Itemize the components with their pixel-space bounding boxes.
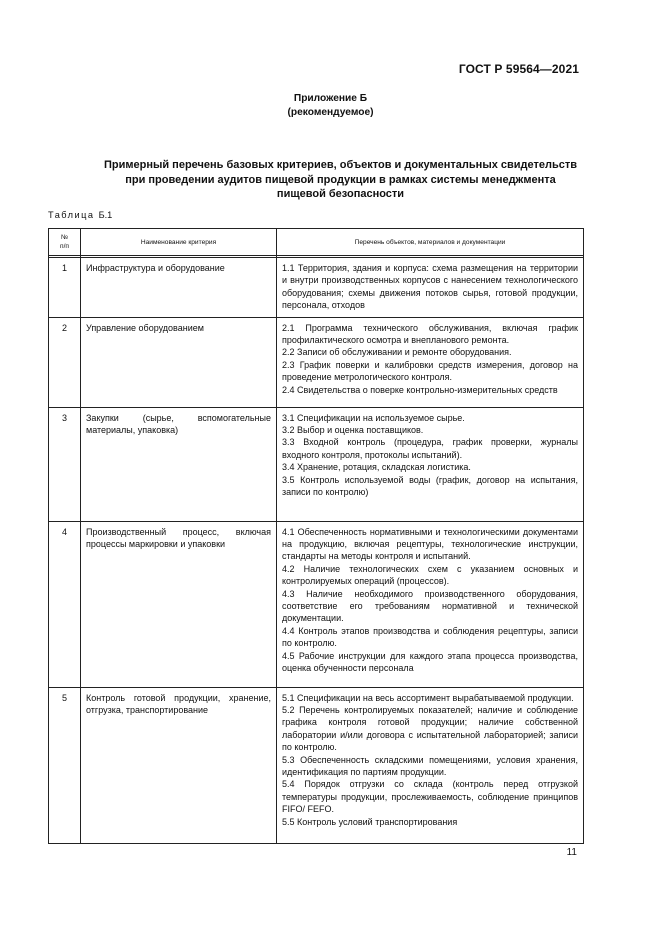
- document-item: 2.4 Свидетельства о поверке контрольно-измерительных средств: [282, 384, 558, 395]
- table-row: [49, 407, 584, 521]
- row-documents: [277, 521, 584, 687]
- annex-title: Приложение Б: [293, 93, 368, 104]
- column-header-number-line1: №: [60, 234, 69, 241]
- document-item: 3.5 Контроль используемой воды (график, договор на испытания, записи по контролю): [282, 474, 578, 498]
- row-documents: [277, 258, 584, 318]
- document-title-line: Примерный перечень базовых критериев, объектов и документальных свидетельств: [103, 159, 578, 171]
- column-header-number: [49, 229, 81, 256]
- column-header-documents: Перечень объектов, материалов и документации: [277, 229, 584, 256]
- document-item: 5.2 Перечень контролируемых показателей; наличие и соблюдение графика контроля готовой продукции; наличие собственной лаборатории и/или договора с испытательной лабораторией; записи по контролю.: [282, 705, 578, 753]
- row-number: 1: [49, 258, 81, 318]
- document-item: 3.1 Спецификации на используемое сырье.: [282, 412, 465, 423]
- document-item: 2.1 Программа технического обслуживания, включая график профилактического осмотра и внепланового ремонта.: [282, 322, 578, 346]
- document-item: 5.5 Контроль условий транспортирования: [282, 816, 458, 827]
- annex-heading: [0, 92, 661, 120]
- table-header-row: [49, 229, 584, 256]
- table-caption: [48, 210, 112, 220]
- table-caption-label: Таблица: [48, 210, 95, 220]
- table-row: [49, 687, 584, 843]
- document-item: 1.1 Территория, здания и корпуса: схема размещения на территории и внутри производственных корпусов с нанесением технологического оборудования; схемы движения потоков сырья, готовой продукции, персонала, отходов: [282, 263, 578, 311]
- row-criterion: Контроль готовой продукции, хранение, отгрузка, транспортирование: [81, 687, 277, 843]
- page-number: 11: [566, 847, 577, 858]
- document-item: 4.3 Наличие необходимого производственного оборудования, соответствие его требованиям нормативной и технической документации.: [282, 588, 578, 624]
- row-criterion: Инфраструктура и оборудование: [81, 258, 277, 318]
- document-item: 2.2 Записи об обслуживании и ремонте оборудования.: [282, 347, 512, 358]
- document-title-line: пищевой безопасности: [276, 188, 405, 200]
- document-item: 4.5 Рабочие инструкции для каждого этапа процесса производства, оценка обученности персонала: [282, 650, 578, 674]
- row-documents: [277, 317, 584, 407]
- row-number: 2: [49, 317, 81, 407]
- document-item: 3.3 Входной контроль (процедура, график проверки, журналы входного контроля, протоколы испытаний).: [282, 437, 578, 460]
- document-item: 5.4 Порядок отгрузки со склада (контроль перед отгрузкой температуры продукции, прослеживаемость, соблюдение принципов FIFO/ FEFO.: [282, 779, 578, 815]
- document-item: 4.1 Обеспеченность нормативными и технологическими документами на продукцию, включая рецептуры, технологические инструкции, стандарты на методы контроля и испытаний.: [282, 526, 578, 562]
- document-title: [60, 158, 621, 202]
- criteria-table: [48, 228, 584, 844]
- row-number: 3: [49, 407, 81, 521]
- row-documents: [277, 687, 584, 843]
- row-criterion: Закупки (сырье, вспомогательные материалы, упаковка): [81, 407, 277, 521]
- document-item: 3.2 Выбор и оценка поставщиков.: [282, 425, 424, 436]
- table-row: [49, 258, 584, 318]
- row-documents: [277, 407, 584, 521]
- row-number: 5: [49, 687, 81, 843]
- row-criterion: Управление оборудованием: [81, 317, 277, 407]
- document-item: 2.3 График поверки и калибровки средств измерения, договор на проведение метрологического контроля.: [282, 359, 578, 383]
- table-caption-number: Б.1: [98, 210, 113, 220]
- column-header-criterion: Наименование критерия: [81, 229, 277, 256]
- document-item: 4.4 Контроль этапов производства и соблюдения рецептуры, записи по контролю.: [282, 625, 578, 649]
- annex-subtitle: (рекомендуемое): [287, 107, 374, 118]
- row-number: 4: [49, 521, 81, 687]
- standard-code: ГОСТ Р 59564—2021: [458, 62, 579, 76]
- document-item: 3.4 Хранение, ротация, складская логистика.: [282, 462, 471, 473]
- table-row: [49, 521, 584, 687]
- document-title-line: при проведении аудитов пищевой продукции в рамках системы менеджмента: [125, 173, 556, 186]
- row-criterion: Производственный процесс, включая процессы маркировки и упаковки: [81, 521, 277, 687]
- document-item: 5.3 Обеспеченность складскими помещениями, условия хранения, идентификация по партиям продукции.: [282, 754, 578, 778]
- column-header-number-line2: п/п: [60, 243, 69, 250]
- document-item: 5.1 Спецификации на весь ассортимент вырабатываемой продукции.: [282, 692, 574, 703]
- table-row: [49, 317, 584, 407]
- document-item: 4.2 Наличие технологических схем с указанием основных и контролируемых операций (процессов).: [282, 563, 578, 587]
